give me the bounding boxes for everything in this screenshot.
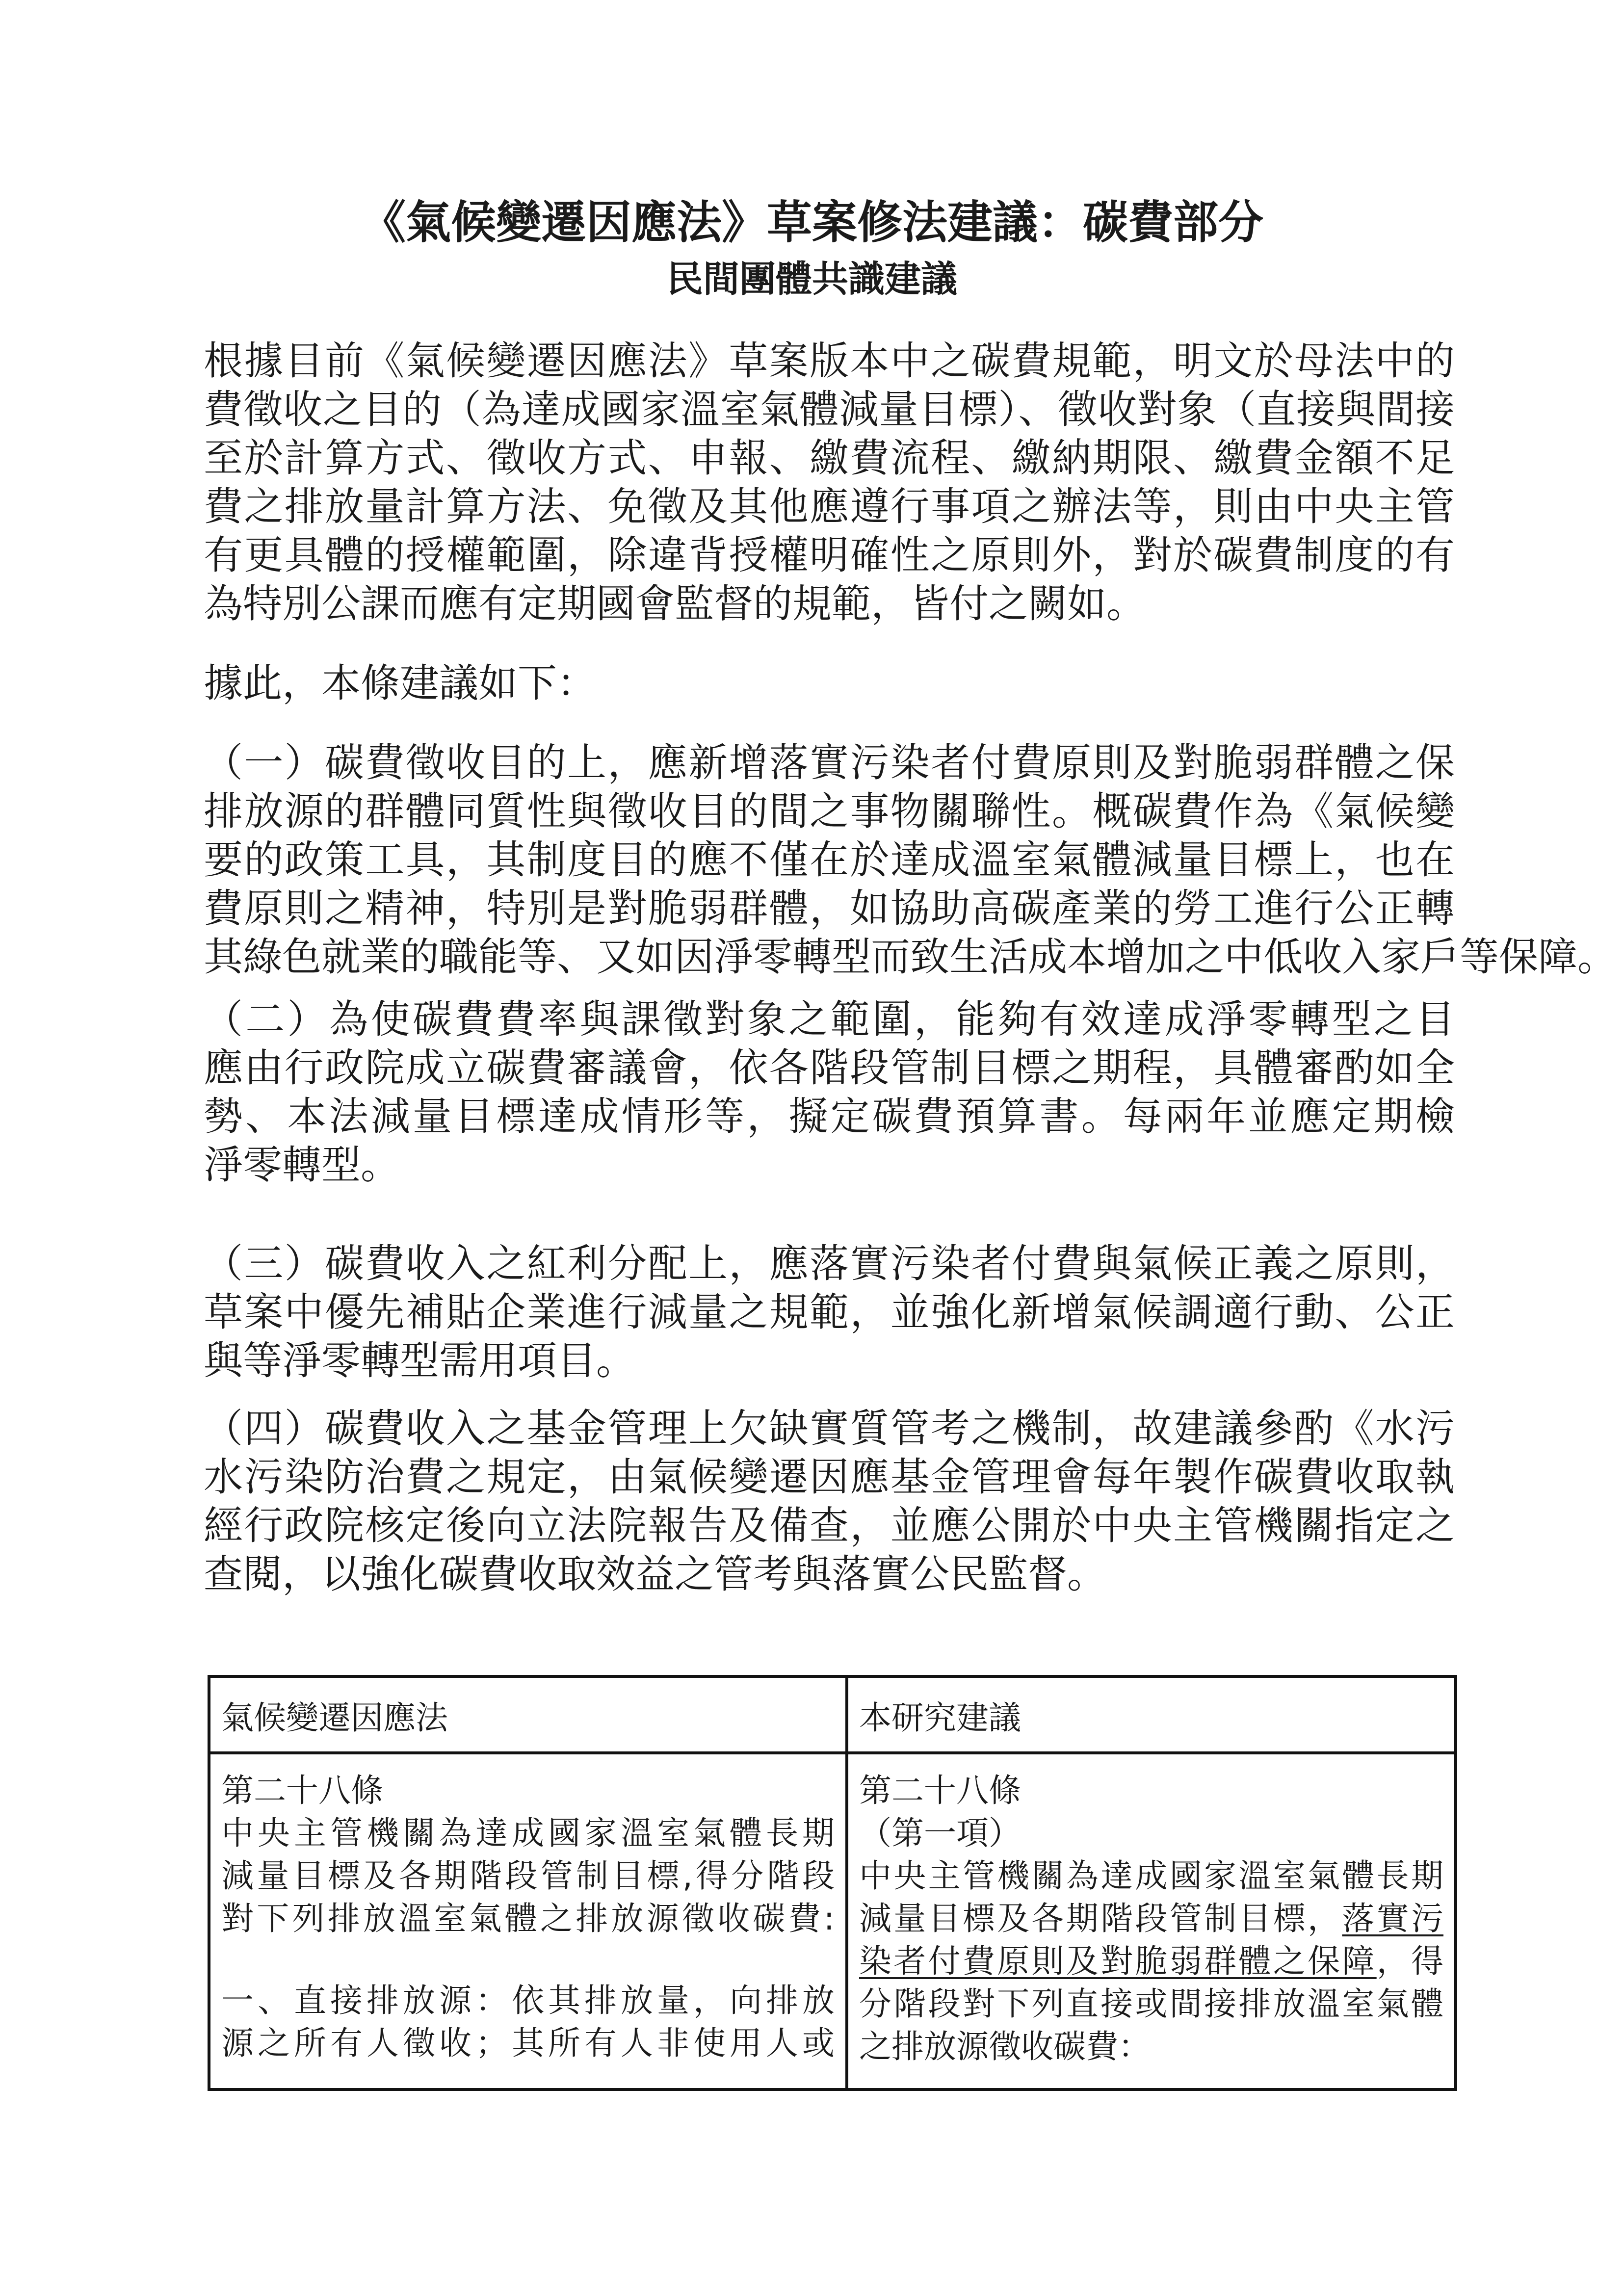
text-line: （四）碳費收入之基金管理上欠缺實質管考之機制，故建議參酌《水污 bbox=[204, 1406, 1455, 1451]
text-line: 水污染防治費之規定，由氣候變遷因應基金管理會每年製作碳費收取執 bbox=[204, 1454, 1455, 1500]
text-line: 據此，本條建議如下： bbox=[204, 660, 596, 706]
text-line: 排放源的群體同質性與徵收目的間之事物關聯性。概碳費作為《氣候變 bbox=[204, 788, 1455, 834]
text-line: （三）碳費收入之紅利分配上，應落實污染者付費與氣候正義之原則， bbox=[204, 1241, 1455, 1286]
underlined-text: 染者付費原則及對脆弱群體之保障 bbox=[859, 1942, 1377, 1980]
text-line: 費原則之精神，特別是對脆弱群體，如協助高碳產業的勞工進行公正轉 bbox=[204, 886, 1455, 931]
text-line: 草案中優先補貼企業進行減量之規範，並強化新增氣候調適行動、公正 bbox=[204, 1289, 1455, 1335]
text-line: 應由行政院成立碳費審議會，依各階段管制目標之期程，具體審酌如全 bbox=[204, 1045, 1455, 1091]
item-2-paragraph bbox=[204, 995, 1455, 1189]
text-line: 其綠色就業的職能等、又如因淨零轉型而致生活成本增加之中低收入家戶等保障。 bbox=[204, 934, 1617, 980]
text-line: （一）碳費徵收目的上，應新增落實污染者付費原則及對脆弱群體之保 bbox=[204, 740, 1455, 785]
document-title: 《氣候變遷因應法》草案修法建議：碳費部分 bbox=[360, 196, 1263, 249]
text-line: 要的政策工具，其制度目的應不僅在於達成溫室氣體減量目標上，也在 bbox=[204, 837, 1455, 883]
cell-proposal bbox=[847, 1753, 1456, 2089]
cell-line: 中央主管機關為達成國家溫室氣體長期 bbox=[221, 1814, 835, 1852]
cell-line: （第一項） bbox=[859, 1814, 1021, 1852]
item-4-paragraph bbox=[204, 1404, 1455, 1598]
text-line: 為特別公課而應有定期國會監督的規範，皆付之闕如。 bbox=[204, 581, 1146, 626]
item-3-paragraph bbox=[204, 1239, 1455, 1385]
cell-line: 一、直接排放源：依其排放量，向排放 bbox=[221, 1982, 835, 2019]
text-line: 費徵收之目的（為達成國家溫室氣體減量目標）、徵收對象（直接與間接 bbox=[204, 387, 1455, 432]
cell-line bbox=[859, 1940, 1443, 1983]
cell-line: 之排放源徵收碳費： bbox=[859, 2028, 1151, 2065]
text-line: 與等淨零轉型需用項目。 bbox=[204, 1338, 635, 1383]
cell-line: 中央主管機關為達成國家溫室氣體長期 bbox=[859, 1857, 1443, 1895]
cell-line: 第二十八條 bbox=[221, 1772, 383, 1809]
text-line: 至於計算方式、徵收方式、申報、繳費流程、繳納期限、繳費金額不足 bbox=[204, 435, 1455, 481]
text-line: 根據目前《氣候變遷因應法》草案版本中之碳費規範，明文於母法中的 bbox=[204, 338, 1455, 384]
comparison-table bbox=[208, 1675, 1457, 2091]
lead-in-paragraph bbox=[204, 659, 1455, 707]
table-header-row bbox=[209, 1676, 1456, 1753]
plain-text: 減量目標及各期階段管制目標， bbox=[859, 1900, 1342, 1937]
item-1-paragraph bbox=[204, 738, 1617, 981]
cell-current-law bbox=[209, 1753, 847, 2089]
cell-line: 對下列排放溫室氣體之排放源徵收碳費: bbox=[221, 1900, 835, 1937]
text-line: 淨零轉型。 bbox=[204, 1142, 400, 1188]
text-line: 費之排放量計算方法、免徵及其他應遵行事項之辦法等，則由中央主管 bbox=[204, 484, 1455, 529]
spacer bbox=[221, 1940, 835, 1979]
intro-paragraph bbox=[204, 337, 1455, 628]
cell-line bbox=[859, 1897, 1443, 1940]
document-subtitle: 民間團體共識建議 bbox=[667, 258, 957, 300]
cell-line: 第二十八條 bbox=[859, 1772, 1021, 1809]
plain-text: ，得 bbox=[1376, 1942, 1443, 1980]
text-line: 有更具體的授權範圍，除違背授權明確性之原則外，對於碳費制度的有 bbox=[204, 532, 1455, 578]
underlined-text: 落實污 bbox=[1342, 1900, 1443, 1937]
text-line: （二）為使碳費費率與課徵對象之範圍，能夠有效達成淨零轉型之目 bbox=[204, 996, 1455, 1042]
cell-line: 源之所有人徵收；其所有人非使用人或 bbox=[221, 2024, 835, 2062]
text-line: 查閱，以強化碳費收取效益之管考與落實公民監督。 bbox=[204, 1551, 1106, 1597]
cell-line: 分階段對下列直接或間接排放溫室氣體 bbox=[859, 1985, 1443, 2023]
text-line: 勢、本法減量目標達成情形等，擬定碳費預算書。每兩年並應定期檢 bbox=[204, 1094, 1455, 1139]
header-cell-proposal: 本研究建議 bbox=[847, 1676, 1456, 1753]
header-cell-current-law: 氣候變遷因應法 bbox=[209, 1676, 847, 1753]
text-line: 經行政院核定後向立法院報告及備查，並應公開於中央主管機關指定之 bbox=[204, 1503, 1455, 1548]
table-row bbox=[209, 1753, 1456, 2089]
cell-line: 減量目標及各期階段管制目標,得分階段 bbox=[221, 1857, 835, 1895]
